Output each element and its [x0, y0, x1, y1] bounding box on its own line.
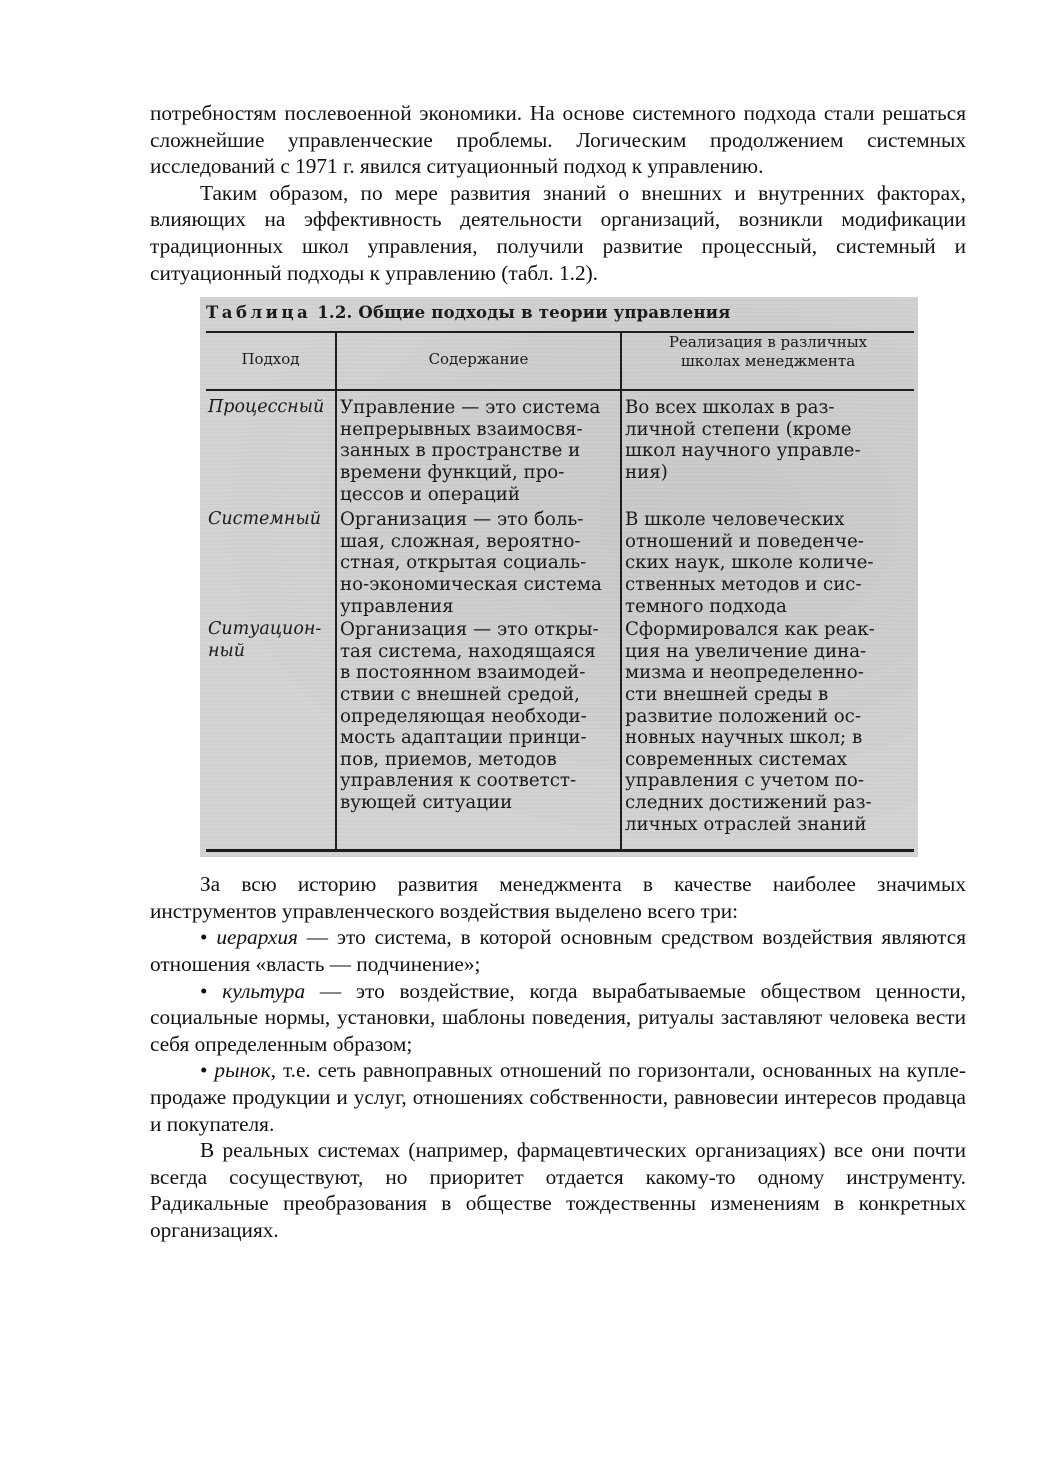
bullet-market: [150, 1057, 966, 1137]
scanned-table-image: [200, 297, 918, 857]
bullet-text: — это воздействие, когда вырабатываемые обществом ценности, социальные нормы, установки, шаблоны поведения, ритуалы заставляют человека вести себя определенным образом;: [150, 978, 966, 1056]
bullet-marker: •: [200, 978, 208, 1003]
bullet-hierarchy: [150, 924, 966, 977]
row-2-realization: В школе человеческих отношений и поведенче- ских наук, школе количе- ственных методов и сис- темного подхода: [625, 509, 874, 617]
bullet-culture: [150, 978, 966, 1058]
paragraph-1: потребностям послевоенной экономики. На основе системного подхода стали решаться сложнейшие управленческие проблемы. Логическим продолжением системных исследований с 1971 г. явился ситуационный подход к управлению.: [150, 101, 966, 179]
bullet-term: иерархия: [216, 925, 298, 950]
header-content: Содержание: [428, 350, 529, 369]
row-2-approach: Системный: [208, 509, 321, 530]
table-caption-label: Таблица: [206, 303, 312, 323]
table-bottom-rule: [206, 849, 914, 852]
bullet-term: рынок,: [214, 1058, 276, 1083]
table-caption: [206, 303, 731, 322]
header-approach: Подход: [241, 350, 300, 369]
row-3-content: Организация — это откры- тая система, находящаяся в постоянном взаимодей- ствии с внешней средой, определяющая необходи- мость адаптации принци- пов, приемов, методов управления к соответст- вующей ситуации: [340, 619, 599, 813]
row-2-content: Организация — это боль- шая, сложная, вероятно- стная, открытая социаль- но-экономическая система управления: [340, 509, 602, 617]
header-realization: Реализация в различных школах менеджмента: [668, 333, 868, 371]
row-3-realization: Сформировался как реак- ция на увеличение дина- мизма и неопределенно- сти внешней среды в развитие положений ос- новных научных школ; в современных системах управления с учетом по- следних достижений раз- личных отраслей знаний: [625, 619, 875, 835]
bullet-marker: •: [200, 925, 208, 950]
bullet-text: т.е. сеть равноправных отношений по горизонтали, основанных на купле-продаже продукции и услуг, отношениях собственности, равновесии интересов продавца и покупателя.: [150, 1058, 966, 1136]
bullet-term: культура: [222, 978, 306, 1003]
row-3-approach: Ситуацион- ный: [208, 619, 322, 661]
table-column-divider-2: [620, 331, 622, 851]
row-1-content: Управление — это система непрерывных взаимосвя- занных в пространстве и времени функций, про- цессов и операций: [340, 397, 601, 505]
table-header-rule: [206, 389, 914, 391]
bullet-text: — это система, в которой основным средством воздействия являются отношения «власть — подчинение»;: [150, 925, 966, 976]
paragraph-2: Таким образом, по мере развития знаний о внешних и внутренних факторах, влияющих на эффективность деятельности организаций, возникли модификации традиционных школ управления, получили развитие процессный, системный и ситуационный подходы к управлению (табл. 1.2).: [150, 180, 966, 285]
paragraph-3: За всю историю развития менеджмента в качестве наиболее значимых инструментов управленческого воздействия выделено всего три:: [150, 872, 966, 923]
table-caption-text: 1.2. Общие подходы в теории управления: [317, 303, 731, 323]
row-1-approach: Процессный: [208, 397, 325, 418]
paragraph-closing: В реальных системах (например, фармацевтических организациях) все они почти всегда сосуществуют, но приоритет отдается какому-то одному инструменту. Радикальные преобразования в обществе тождественны изменениям в конкретных организациях.: [150, 1138, 966, 1242]
bullet-marker: •: [200, 1058, 208, 1083]
row-1-realization: Во всех школах в раз- личной степени (кроме школ научного управле- ния): [625, 397, 861, 483]
document-page: [150, 100, 966, 1243]
table-column-divider-1: [335, 331, 337, 851]
